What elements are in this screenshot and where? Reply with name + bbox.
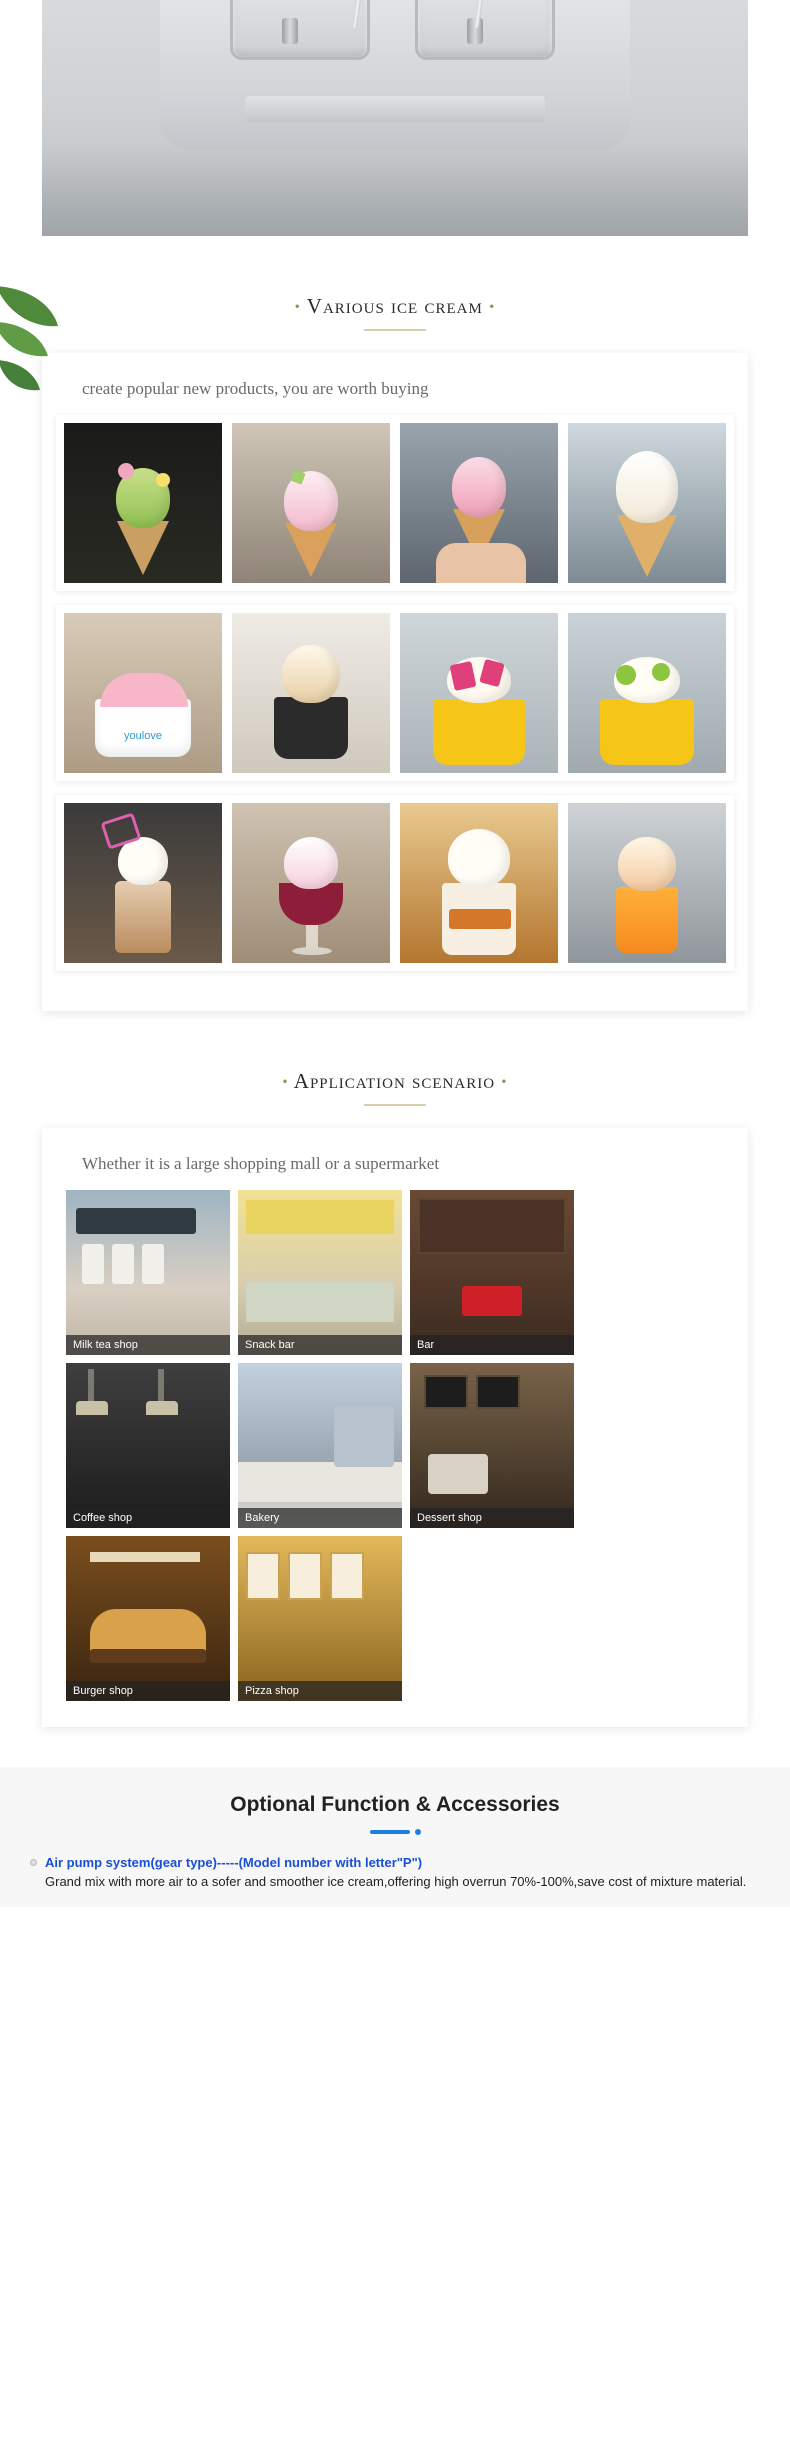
hopper-left — [230, 0, 370, 60]
ice-cream-photo-strawberry-star-cone — [232, 423, 390, 583]
scene-coffee-shop — [66, 1363, 230, 1528]
optional-function-title: Optional Function & Accessories — [230, 1793, 560, 1816]
scene-caption: Burger shop — [66, 1681, 230, 1701]
list-item — [30, 1853, 760, 1891]
drip-pan — [245, 96, 545, 122]
hopper-right — [415, 0, 555, 60]
application-subtitle: Whether it is a large shopping mall or a supermarket — [82, 1154, 440, 1173]
application-section-heading — [0, 1069, 790, 1106]
floor-shadow — [42, 146, 748, 236]
scene-caption: Pizza shop — [238, 1681, 402, 1701]
application-panel — [42, 1128, 748, 1727]
various-title-rule — [364, 329, 426, 331]
application-title-rule — [364, 1104, 426, 1106]
ice-cream-photo-pink-cone-in-hand — [400, 423, 558, 583]
ice-cream-photo-vanilla-waffle-cone — [568, 423, 726, 583]
various-title — [0, 294, 790, 319]
scene-snack-bar — [238, 1190, 402, 1355]
scene-caption: Bar — [410, 1335, 574, 1355]
scene-burger-shop — [66, 1536, 230, 1701]
machine-body — [160, 0, 630, 150]
scene-caption: Coffee shop — [66, 1508, 230, 1528]
ice-cream-photo-orange-soda-float — [568, 803, 726, 963]
bullet-icon — [30, 1859, 37, 1866]
ice-cream-photo-kiwi-sundae-yellow-cup — [568, 613, 726, 773]
various-subtitle: create popular new products, you are worth buying — [82, 379, 429, 398]
various-title-lead-dot: • — [294, 299, 301, 316]
application-scene-grid — [56, 1190, 734, 1701]
scene-caption: Bakery — [238, 1508, 402, 1528]
ice-cream-photo-iced-coffee-float — [64, 803, 222, 963]
scene-caption: Milk tea shop — [66, 1335, 230, 1355]
application-title-trail-dot: • — [501, 1074, 508, 1091]
machine-photo — [42, 0, 748, 236]
nozzle-left — [282, 18, 298, 44]
ice-cream-photo-yogurt-cup-with-toppings: youlove — [64, 613, 222, 773]
scene-dessert-shop — [410, 1363, 574, 1528]
decoration-bar — [370, 1830, 410, 1834]
ice-cream-photo-vanilla-float-paper-cup — [400, 803, 558, 963]
optional-title-decoration — [0, 1829, 790, 1835]
application-title — [0, 1069, 790, 1094]
various-title-trail-dot: • — [489, 299, 496, 316]
scene-caption: Dessert shop — [410, 1508, 574, 1528]
ice-cream-photo-dragonfruit-sundae-yellow-cup — [400, 613, 558, 773]
optional-item-heading: Air pump system(gear type)-----(Model number with letter"P") — [45, 1855, 423, 1870]
ice-cream-photo-berry-parfait-glass — [232, 803, 390, 963]
various-row — [56, 795, 734, 971]
ice-cream-photo-matcha-swirl-cone — [64, 423, 222, 583]
scene-pizza-shop — [238, 1536, 402, 1701]
optional-function-list — [0, 1853, 790, 1891]
various-section-heading — [0, 294, 790, 331]
various-row — [56, 415, 734, 591]
scene-bar — [410, 1190, 574, 1355]
application-title-text: Application scenario — [293, 1069, 496, 1093]
various-row — [56, 605, 734, 781]
various-panel — [42, 353, 748, 1011]
optional-function-section — [0, 1767, 790, 1907]
application-title-lead-dot: • — [282, 1074, 289, 1091]
scene-bakery — [238, 1363, 402, 1528]
ice-cream-photo-caramel-swirl-black-cup — [232, 613, 390, 773]
scene-caption: Snack bar — [238, 1335, 402, 1355]
optional-item-body: Grand mix with more air to a sofer and smoother ice cream,offering high overrun 70%-100%,save cost of mixture material. — [45, 1873, 747, 1889]
various-title-text: Various ice cream — [306, 294, 483, 318]
scene-milk-tea-shop — [66, 1190, 230, 1355]
decoration-dot — [415, 1829, 421, 1835]
